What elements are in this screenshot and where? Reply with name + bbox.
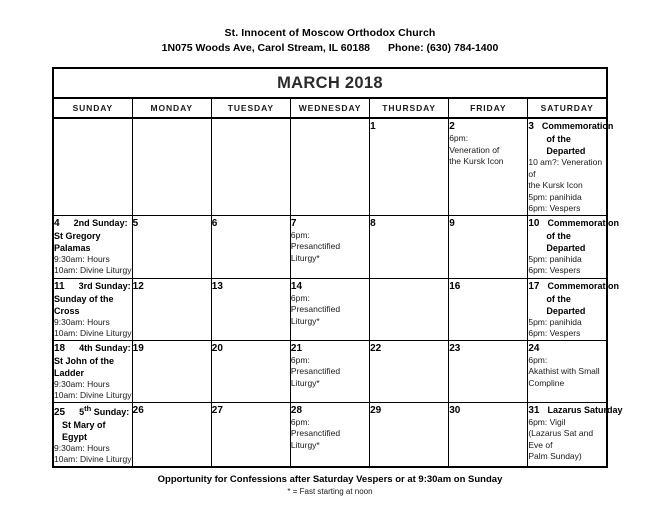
day-header <box>528 216 619 230</box>
weekday-header-wednesday <box>290 98 369 118</box>
day-header <box>370 119 448 133</box>
day-headline-second-line: of the Departed <box>546 293 586 316</box>
day-header <box>212 341 290 355</box>
day-number: 8 <box>370 217 376 229</box>
ordinal-suffix: th <box>84 403 92 413</box>
day-cell-21[interactable] <box>290 340 369 402</box>
day-cell-empty[interactable] <box>290 118 369 215</box>
day-event-line: 6pm: <box>528 354 548 365</box>
weekday-header-saturday <box>528 98 607 118</box>
day-cell-28[interactable] <box>290 402 369 467</box>
day-header <box>291 341 369 355</box>
day-number: 24 <box>528 342 540 354</box>
weekday-label: WEDNESDAY <box>298 103 362 113</box>
day-cell-24[interactable] <box>528 340 607 402</box>
day-header <box>54 216 132 230</box>
day-event-line: 9:30am: Hours <box>54 442 110 453</box>
day-number: 30 <box>449 404 461 416</box>
day-number: 16 <box>449 280 461 292</box>
month-title-cell <box>53 68 607 98</box>
day-header <box>449 119 527 133</box>
day-event-line: Liturgy* <box>290 377 320 388</box>
day-event-line: Liturgy* <box>290 252 320 263</box>
day-number: 28 <box>290 404 303 416</box>
weekday-label: SATURDAY <box>540 103 594 113</box>
day-number: 18 <box>54 342 66 354</box>
calendar-week-row <box>53 402 607 467</box>
day-cell-6[interactable] <box>211 215 290 278</box>
weekday-header-friday <box>449 98 528 118</box>
day-event-line: (Lazarus Sat and Eve of <box>528 428 594 450</box>
day-number: 25 <box>54 406 66 418</box>
day-event-line: the Kursk Icon <box>528 180 583 190</box>
day-cell-19[interactable] <box>132 340 211 402</box>
day-event-line: 6pm: Vespers <box>528 203 581 213</box>
day-headline: 3rd Sunday: <box>78 280 131 291</box>
day-number: 7 <box>290 217 297 229</box>
calendar-week-row <box>53 215 607 278</box>
day-cell-1[interactable] <box>370 118 449 215</box>
day-cell-14[interactable] <box>290 278 369 340</box>
day-header <box>133 216 211 230</box>
day-number: 6 <box>211 217 218 229</box>
church-address: 1N075 Woods Ave, Carol Stream, IL 60188 <box>161 42 371 54</box>
day-number: 23 <box>449 342 461 354</box>
day-number: 9 <box>449 217 455 229</box>
day-number: 14 <box>290 280 303 292</box>
day-cell-11[interactable] <box>53 278 132 340</box>
month-title: MARCH 2018 <box>277 73 383 92</box>
day-event-line: 9:30am: Hours <box>54 316 110 327</box>
day-event-line: 6pm: Vigil <box>528 416 566 427</box>
weekday-label: SUNDAY <box>72 103 114 113</box>
weekday-header-thursday <box>370 98 449 118</box>
weekday-label: MONDAY <box>150 103 193 113</box>
day-header <box>212 279 290 293</box>
day-event-line: the Kursk Icon <box>449 156 504 166</box>
ordinal-number: 5 <box>79 406 85 417</box>
calendar-week-row <box>53 118 607 215</box>
day-headline <box>79 403 130 417</box>
day-number: 13 <box>211 280 223 292</box>
day-headline-second-line: Sunday of the Cross <box>54 293 114 316</box>
day-event-line: Presanctified <box>290 428 341 438</box>
day-header <box>449 216 527 230</box>
day-event-line: Presanctified <box>290 366 341 376</box>
day-cell-empty[interactable] <box>53 118 132 215</box>
day-number: 1 <box>370 121 376 132</box>
day-cell-8[interactable] <box>370 215 449 278</box>
day-event-line: 6pm: <box>290 416 310 427</box>
day-event-line: 6pm: <box>290 292 310 303</box>
day-header <box>291 216 369 230</box>
calendar-title-row <box>53 68 607 98</box>
day-event-line: 9:30am: Hours <box>54 378 110 389</box>
day-number: 11 <box>54 280 65 292</box>
day-header <box>54 403 132 419</box>
day-cell-5[interactable] <box>132 215 211 278</box>
day-header <box>291 279 369 293</box>
day-headline: Commemoration <box>547 217 619 228</box>
day-event-line: Presanctified <box>290 241 341 251</box>
day-cell-2[interactable] <box>449 118 528 215</box>
weekday-header-tuesday <box>211 98 290 118</box>
day-cell-4[interactable] <box>53 215 132 278</box>
day-number: 5 <box>132 217 139 229</box>
day-event-line: Compline <box>528 377 565 388</box>
day-event-line: 5pm: panihida <box>528 316 582 327</box>
day-headline: Commemoration <box>541 121 614 131</box>
day-header <box>54 341 132 355</box>
day-event-line: 5pm: panihida <box>528 253 582 264</box>
day-cell-7[interactable] <box>290 215 369 278</box>
day-number: 17 <box>528 280 540 292</box>
confession-note: Opportunity for Confessions after Saturday Vespers or at 9:30am on Sunday <box>157 473 503 485</box>
day-headline-second-line: St Mary of Egypt <box>62 419 106 442</box>
day-header <box>133 279 211 293</box>
day-headline-second-line: St Gregory Palamas <box>54 230 101 253</box>
church-phone: Phone: (630) 784-1400 <box>388 42 499 54</box>
day-cell-31[interactable] <box>528 402 623 467</box>
day-cell-23[interactable] <box>449 340 528 402</box>
day-event-line: 6pm: <box>290 229 310 240</box>
day-event-line: 5pm: panihida <box>528 191 582 202</box>
day-cell-27[interactable] <box>211 402 290 467</box>
day-cell-16[interactable] <box>449 278 528 340</box>
day-event-line: 10am: Divine Liturgy <box>54 390 132 400</box>
calendar-footer <box>0 473 660 498</box>
day-cell-10[interactable] <box>528 215 619 278</box>
day-number: 29 <box>370 404 382 416</box>
day-number: 22 <box>370 342 382 354</box>
day-header <box>449 279 527 293</box>
day-event-line: 10 am?: Veneration of <box>528 157 603 179</box>
day-headline-second-line: of the Departed <box>546 134 586 156</box>
weekday-label: THURSDAY <box>382 103 436 113</box>
day-number: 19 <box>132 342 144 354</box>
day-event-line: 6pm: Vespers <box>528 328 581 338</box>
day-header <box>291 403 369 417</box>
day-header <box>528 279 619 293</box>
day-header <box>370 403 448 417</box>
day-number: 27 <box>211 404 223 416</box>
day-number: 12 <box>132 280 144 292</box>
day-cell-empty[interactable] <box>370 278 449 340</box>
weekday-header-sunday <box>53 98 132 118</box>
day-headline: 2nd Sunday: <box>73 217 128 228</box>
day-header <box>133 403 211 417</box>
weekday-label: TUESDAY <box>227 103 274 113</box>
day-event-line: 10am: Divine Liturgy <box>54 454 132 464</box>
day-header <box>370 341 448 355</box>
day-cell-13[interactable] <box>211 278 290 340</box>
day-header <box>54 279 132 293</box>
calendar-container <box>52 67 623 468</box>
day-headline-text: Sunday: <box>91 406 130 417</box>
day-header <box>528 403 623 417</box>
day-headline-second-line: of the Departed <box>546 230 586 253</box>
day-cell-empty[interactable] <box>132 118 211 215</box>
day-number: 2 <box>449 121 455 132</box>
day-cell-18[interactable] <box>53 340 132 402</box>
day-cell-3[interactable] <box>528 118 614 215</box>
day-headline-second-line: St John of the Ladder <box>54 355 114 378</box>
day-header <box>133 341 211 355</box>
day-event-line: 6pm: <box>449 133 469 143</box>
day-number: 31 <box>528 404 540 416</box>
day-event-line: 10am: Divine Liturgy <box>54 265 132 275</box>
church-name: St. Innocent of Moscow Orthodox Church <box>224 27 436 39</box>
day-header <box>212 216 290 230</box>
day-header <box>449 403 527 417</box>
day-cell-20[interactable] <box>211 340 290 402</box>
day-cell-9[interactable] <box>449 215 528 278</box>
day-cell-26[interactable] <box>132 402 211 467</box>
day-event-line: 6pm: Vespers <box>528 265 581 275</box>
day-number: 4 <box>54 217 60 229</box>
day-header <box>370 216 448 230</box>
day-number: 21 <box>290 342 303 354</box>
weekday-header-row <box>53 98 607 118</box>
calendar-table <box>52 67 623 468</box>
letterhead <box>0 0 660 56</box>
day-header <box>212 403 290 417</box>
day-header <box>528 119 614 133</box>
day-headline: 4th Sunday: <box>79 342 131 353</box>
day-number: 10 <box>528 217 540 229</box>
day-headline: Commemoration <box>547 280 619 291</box>
day-number: 20 <box>211 342 223 354</box>
day-cell-17[interactable] <box>528 278 619 340</box>
day-event-line: Veneration of <box>449 144 500 155</box>
weekday-label: FRIDAY <box>470 103 507 113</box>
day-event-line: Palm Sunday) <box>528 451 582 461</box>
church-address-line <box>0 41 660 56</box>
day-cell-29[interactable] <box>370 402 449 467</box>
day-number: 3 <box>528 121 534 132</box>
day-event-line: Liturgy* <box>290 439 320 450</box>
fast-note: * = Fast starting at noon <box>287 486 373 496</box>
day-event-line: Liturgy* <box>290 315 320 326</box>
day-event-line: Presanctified <box>290 304 341 314</box>
day-event-line: Akathist with Small <box>528 366 600 376</box>
day-cell-22[interactable] <box>370 340 449 402</box>
day-number: 26 <box>132 404 144 416</box>
weekday-header-monday <box>132 98 211 118</box>
day-cell-30[interactable] <box>449 402 528 467</box>
day-cell-25[interactable] <box>53 402 132 467</box>
day-event-line: 6pm: <box>290 354 310 365</box>
calendar-week-row <box>53 340 607 402</box>
calendar-week-row <box>53 278 607 340</box>
day-event-line: 10am: Divine Liturgy <box>54 328 132 338</box>
day-header <box>449 341 527 355</box>
day-header <box>528 341 606 355</box>
day-cell-empty[interactable] <box>211 118 290 215</box>
day-event-line: 9:30am: Hours <box>54 253 110 264</box>
day-cell-12[interactable] <box>132 278 211 340</box>
day-headline: Lazarus Saturday <box>547 404 623 415</box>
